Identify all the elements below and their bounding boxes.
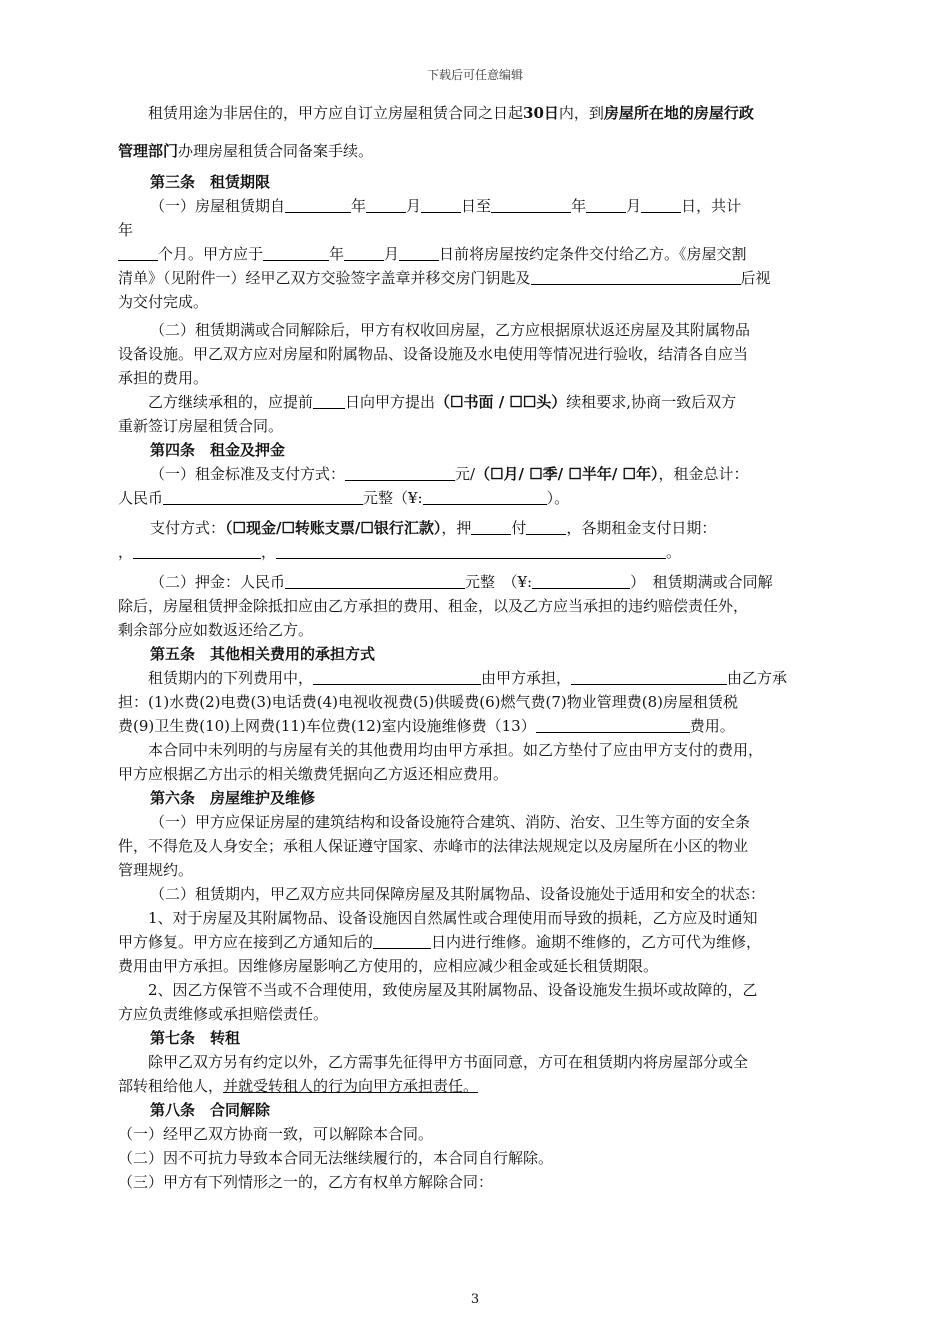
page-number: 3 <box>470 1292 480 1307</box>
blank-payment-date-1[interactable] <box>133 542 261 559</box>
blank-total-months[interactable] <box>118 244 158 261</box>
blank-deliver-month[interactable] <box>344 244 384 261</box>
document-body <box>118 94 836 1194</box>
blank-rent-total-words[interactable] <box>163 488 363 505</box>
article-3-line-3: 个月。甲方应于 年 月 日前将房屋按约定条件交付给乙方。《房屋交割 <box>118 242 836 266</box>
article-7-title: 第七条 转租 <box>150 1029 241 1047</box>
article-5-line-5: 甲方应根据乙方出示的相关缴费凭据向乙方返还相应费用。 <box>118 765 509 783</box>
article-3-para-2-line-3: 承担的费用。 <box>118 369 209 387</box>
blank-payment-date-2[interactable] <box>276 542 666 559</box>
blank-fees-party-a[interactable] <box>313 668 481 685</box>
article-6-line-9: 方应负责维修或承担赔偿责任。 <box>118 1005 329 1023</box>
article-4-line-3: 支付方式：（☐现金/☐转账支票/☐银行汇款），押 付 ，各期租金支付日期： <box>150 519 717 537</box>
article-6-line-5: 1、对于房屋及其附属物品、设备设施因自然属性或合理使用而导致的损耗，乙方应及时通知 <box>148 909 758 927</box>
article-3-para-2-line-1: （二）租赁期满或合同解除后，甲方有权收回房屋，乙方应根据原状返还房屋及其附属物品 <box>150 321 751 339</box>
blank-end-month[interactable] <box>586 196 626 213</box>
blank-renew-days[interactable] <box>313 392 345 409</box>
article-8-line-2: （二）因不可抗力导致本合同无法继续履行的，本合同自行解除。 <box>118 1149 554 1167</box>
article-3-para-2-line-2: 设备设施。甲乙双方应对房屋和附属物品、设备设施及水电使用等情况进行验收，结清各自应当 <box>118 345 749 363</box>
article-7-line-2: 部转租给他人，并就受转租人的行为向甲方承担责任。 <box>118 1077 479 1095</box>
blank-fee-13[interactable] <box>536 716 690 733</box>
article-8-title: 第八条 合同解除 <box>150 1101 271 1119</box>
article-5-line-1: 租赁期内的下列费用中， 由甲方承担， 由乙方承 <box>148 669 788 687</box>
article-6-line-8: 2、因乙方保管不当或不合理使用，致使房屋及其附属物品、设备设施发生损坏或故障的，乙 <box>148 981 758 999</box>
article-6-title: 第六条 房屋维护及维修 <box>150 789 316 807</box>
article-6-line-3: 管理规约。 <box>118 861 194 879</box>
article-4-para-2-line-2: 除后，房屋租赁押金除抵扣应由乙方承担的费用、租金，以及乙方应当承担的违约赔偿责任外， <box>118 597 749 615</box>
blank-deposit-words[interactable] <box>285 572 465 589</box>
article-6-line-4: （二）租赁期内，甲乙双方应共同保障房屋及其附属物品、设备设施处于适用和安全的状态： <box>150 885 766 903</box>
article-5-line-2: 担：(1)水费(2)电费(3)电话费(4)电视收视费(5)供暖费(6)燃气费(7)物业管理费(8)房屋租赁税 <box>118 693 738 711</box>
blank-rent-total-number[interactable] <box>423 488 547 505</box>
article-4-line-1: （一）租金标准及支付方式： 元/（☐月/ ☐季/ ☐半年/ ☐年），租金总计： <box>150 465 749 483</box>
article-5-title: 第五条 其他相关费用的承担方式 <box>150 645 376 663</box>
article-8-line-3: （三）甲方有下列情形之一的，乙方有权单方解除合同： <box>118 1173 494 1191</box>
article-6-line-2: 件，不得危及人身安全；承租人保证遵守国家、赤峰市的法律法规规定以及房屋所在小区的物业 <box>118 837 749 855</box>
renew-method-options[interactable]: （☐书面 / ☐☐头） <box>435 393 567 411</box>
payment-method-options[interactable]: （☐现金/☐转账支票/☐银行汇款） <box>225 519 442 537</box>
article-3-line-5: 为交付完成。 <box>118 293 209 311</box>
article-4-line-2: 人民币 元整（¥: ）。 <box>118 489 570 507</box>
blank-deliver-year[interactable] <box>263 244 329 261</box>
blank-start-year[interactable] <box>285 196 351 213</box>
article-3-line-1: （一）房屋租赁期自 年 月 日至 年 月 日，共计 <box>150 197 742 215</box>
article-5-line-3: 费(9)卫生费(10)上网费(11)车位费(12)室内设施维修费（13） 费用。 <box>118 717 735 735</box>
article-6-line-6: 甲方修复。甲方应在接到乙方通知后的 日内进行维修。逾期不维修的，乙方可代为维修， <box>118 933 762 951</box>
blank-fees-party-b[interactable] <box>571 668 727 685</box>
blank-end-day[interactable] <box>641 196 681 213</box>
article-8-line-1: （一）经甲乙双方协商一致，可以解除本合同。 <box>118 1125 434 1143</box>
article-7-line-1: 除甲乙双方另有约定以外，乙方需事先征得甲方书面同意，方可在租赁期内将房屋部分或全 <box>148 1053 749 1071</box>
blank-deliver-day[interactable] <box>399 244 439 261</box>
article-6-line-7: 费用由甲方承担。因维修房屋影响乙方使用的，应相应减少租金或延长租赁期限。 <box>118 957 659 975</box>
article-3-line-4: 清单》（见附件一）经甲乙双方交验签字盖章并移交房门钥匙及 后视 <box>118 269 771 287</box>
blank-handover-items[interactable] <box>531 268 741 285</box>
article-4-title: 第四条 租金及押金 <box>150 441 286 459</box>
intro-line-2: 管理部门办理房屋租赁合同备案手续。 <box>118 142 374 160</box>
article-3-title: 第三条 租赁期限 <box>150 173 271 191</box>
article-3-para-3-line-2: 重新签订房屋租赁合同。 <box>118 417 284 435</box>
blank-pay-count[interactable] <box>526 518 566 535</box>
blank-rent-amount[interactable] <box>345 464 455 481</box>
blank-repair-days[interactable] <box>373 932 431 949</box>
article-3-line-2: 年 <box>118 221 134 239</box>
article-6-line-1: （一）甲方应保证房屋的建筑结构和设备设施符合建筑、消防、治安、卫生等方面的安全条 <box>150 813 751 831</box>
blank-end-year[interactable] <box>491 196 571 213</box>
blank-start-month[interactable] <box>366 196 406 213</box>
blank-start-day[interactable] <box>421 196 461 213</box>
article-4-para-2-line-1: （二）押金：人民币 元整 （¥: ） 租赁期满或合同解 <box>150 573 773 591</box>
article-5-line-4: 本合同中未列明的与房屋有关的其他费用均由甲方承担。如乙方垫付了应由甲方支付的费用， <box>148 741 764 759</box>
article-4-para-2-line-3: 剩余部分应如数返还给乙方。 <box>118 621 314 639</box>
rent-period-options[interactable]: （☐月/ ☐季/ ☐半年/ ☐年） <box>475 465 659 483</box>
article-4-line-4: ， ， 。 <box>118 543 682 561</box>
article-3-para-3-line-1: 乙方继续承租的，应提前 日向甲方提出（☐书面 / ☐☐头）续租要求,协商一致后双方 <box>148 393 737 411</box>
intro-line-1: 租赁用途为非居住的，甲方应自订立房屋租赁合同之日起30日内，到房屋所在地的房屋行政 <box>148 104 754 122</box>
blank-deposit-count[interactable] <box>471 518 511 535</box>
page-header: 下载后可任意编辑 <box>426 68 523 82</box>
blank-deposit-number[interactable] <box>532 572 630 589</box>
